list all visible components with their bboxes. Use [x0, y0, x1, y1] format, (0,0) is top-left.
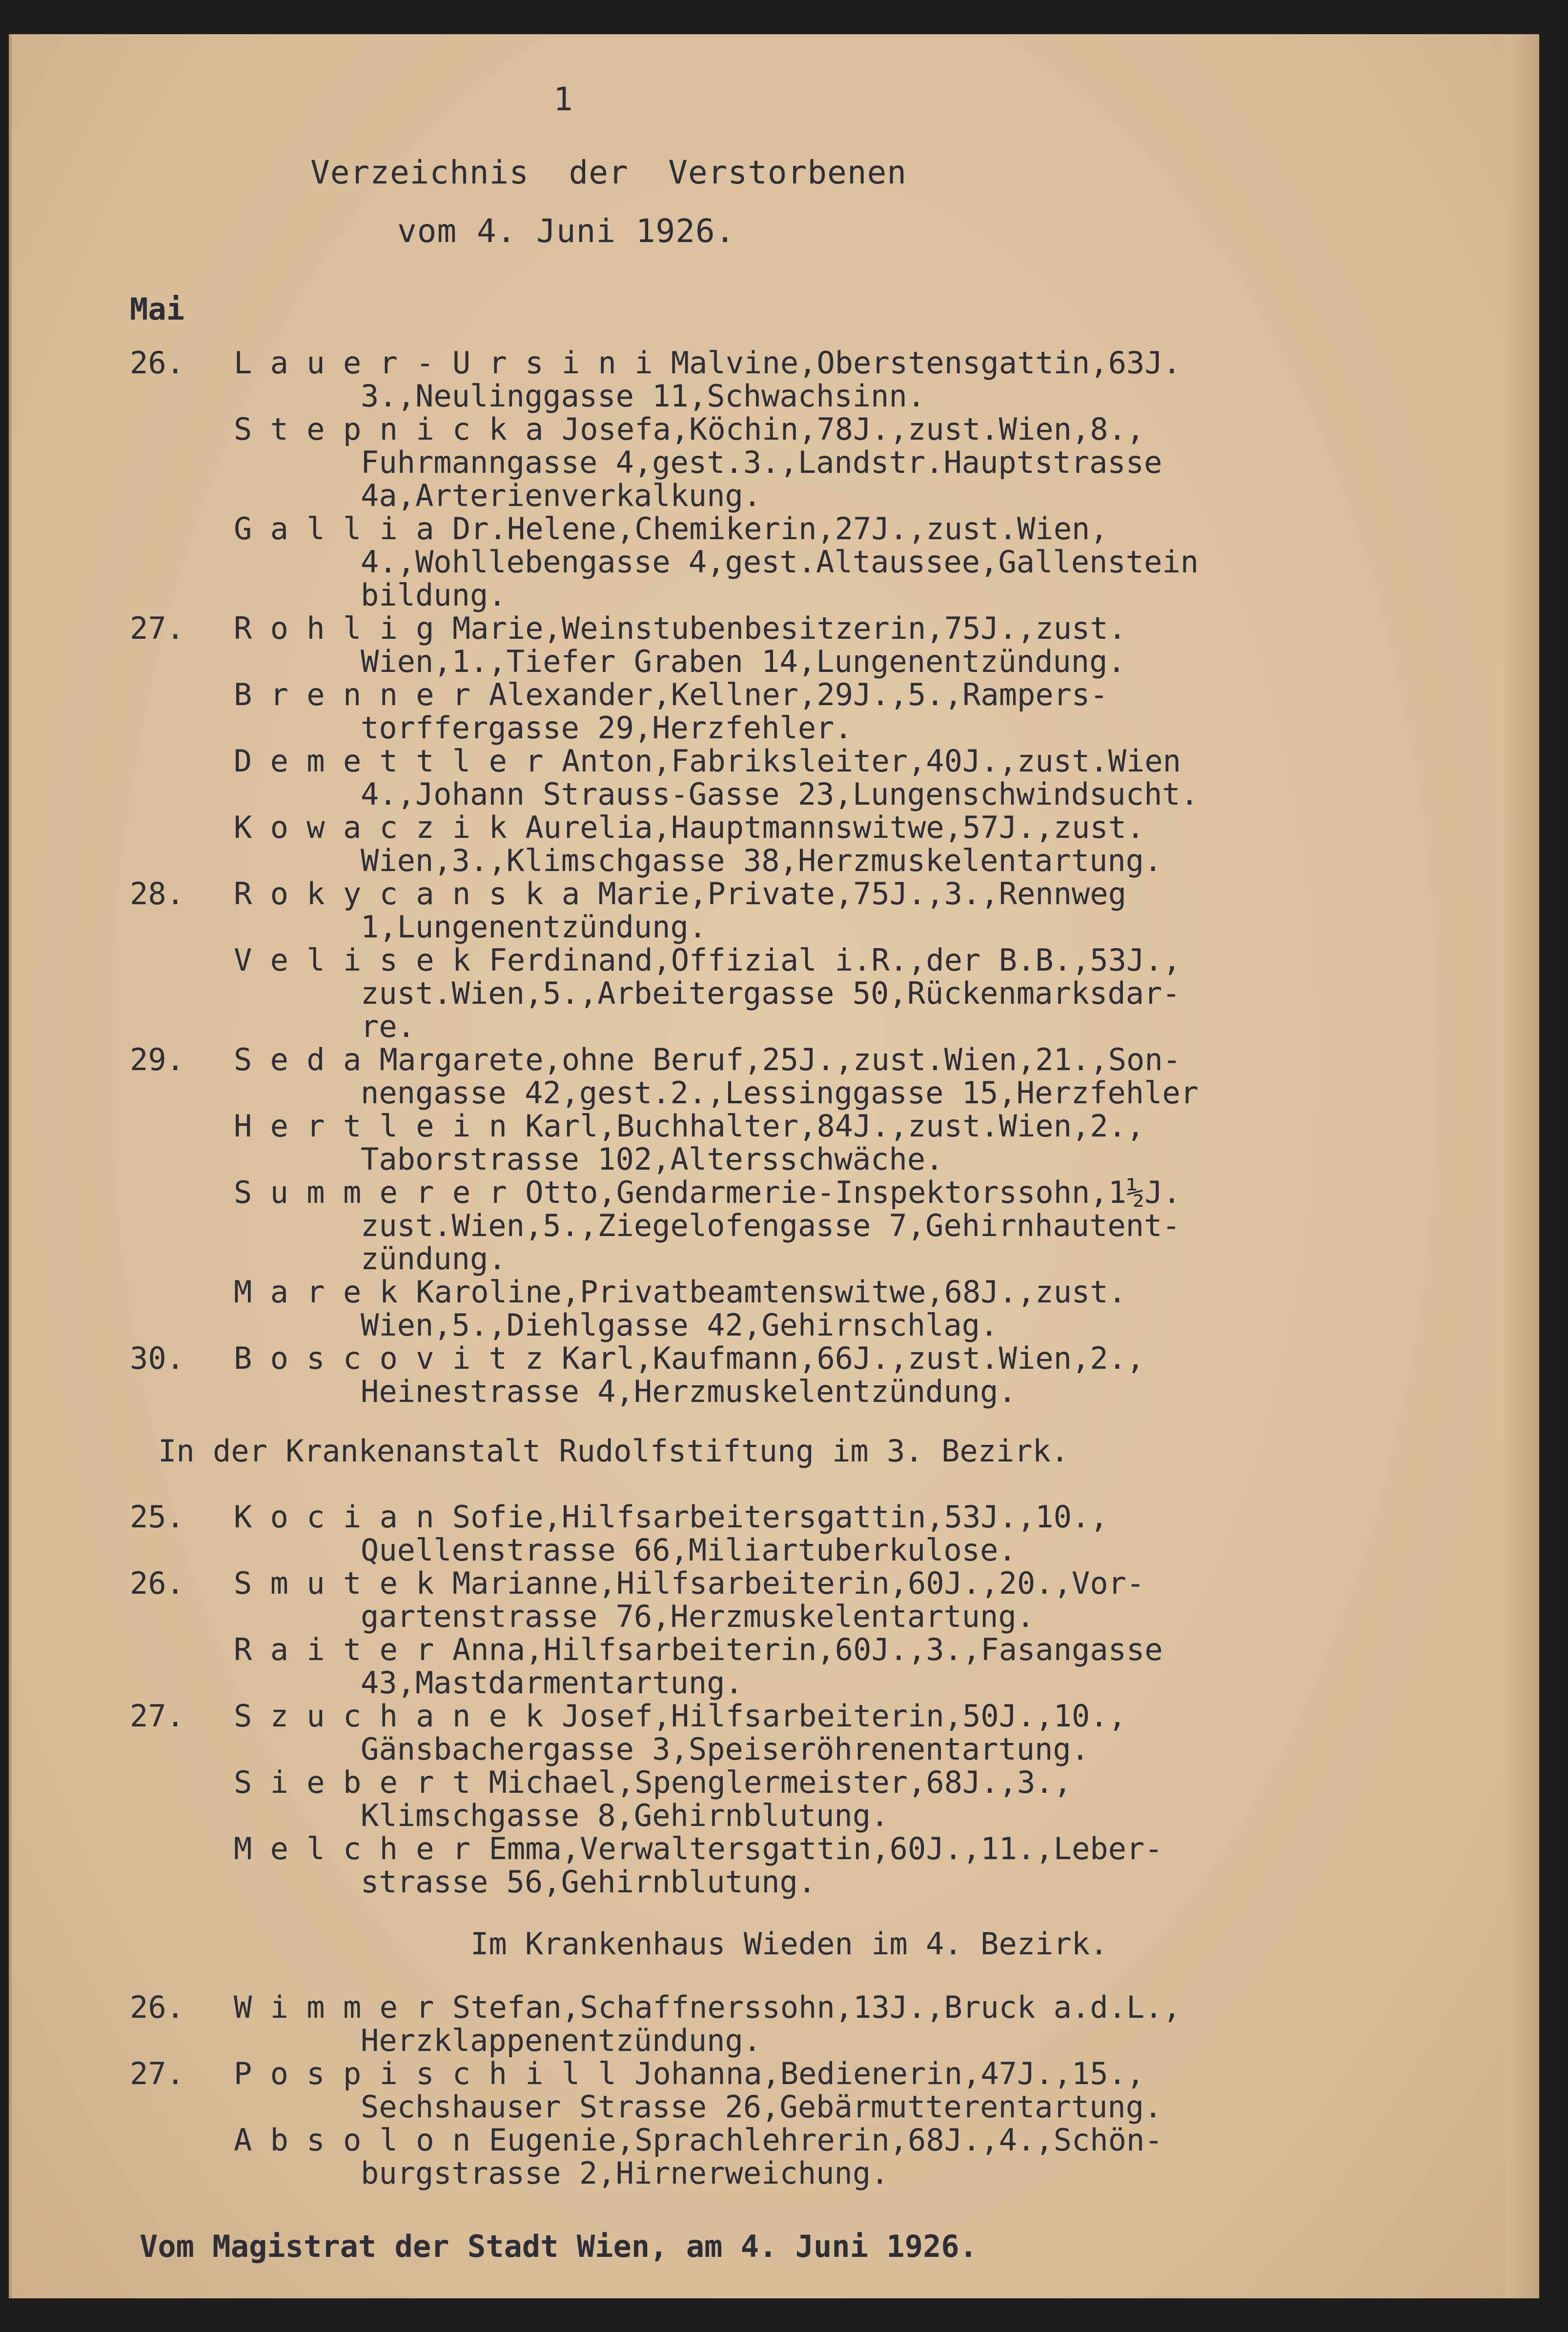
entry-name-line: M e l c h e r Emma,Verwaltersgattin,60J.,11.,Leber- — [234, 1831, 1163, 1866]
typewritten-document — [12, 34, 1539, 2298]
section-heading-wieden: Im Krankenhaus Wieden im 4. Bezirk. — [470, 1926, 1108, 1962]
entry-continuation-line: 3.,Neulinggasse 11,Schwachsinn. — [361, 378, 926, 414]
entry-continuation-line: Sechshauser Strasse 26,Gebärmutterentartung. — [361, 2089, 1162, 2125]
entry-name-line: G a l l i a Dr.Helene,Chemikerin,27J.,zust.Wien, — [234, 511, 1108, 547]
entry-continuation-line: Wien,5.,Diehlgasse 42,Gehirnschlag. — [361, 1307, 998, 1343]
entry-name-line: B r e n n e r Alexander,Kellner,29J.,5.,Rampers- — [234, 677, 1108, 712]
entry-continuation-line: Wien,1.,Tiefer Graben 14,Lungenentzündung. — [361, 644, 1126, 679]
entry-date: 30. — [130, 1340, 184, 1376]
entry-name-line: R o h l i g Marie,Weinstubenbesitzerin,75J.,zust. — [234, 610, 1127, 646]
entry-continuation-line: strasse 56,Gehirnblutung. — [361, 1864, 816, 1900]
entry-continuation-line: Quellenstrasse 66,Miliartuberkulose. — [361, 1532, 1017, 1568]
entry-name-line: V e l i s e k Ferdinand,Offizial i.R.,der B.B.,53J., — [234, 942, 1181, 978]
entry-date: 26. — [130, 345, 184, 381]
entry-continuation-line: 43,Mastdarmentartung. — [361, 1665, 743, 1701]
entry-name-line: S t e p n i c k a Josefa,Köchin,78J.,zust.Wien,8., — [234, 411, 1145, 447]
entry-name-line: S e d a Margarete,ohne Beruf,25J.,zust.Wien,21.,Son- — [234, 1042, 1181, 1077]
entry-name-line: L a u e r - U r s i n i Malvine,Oberstensgattin,63J. — [234, 345, 1181, 381]
entry-name-line: R o k y c a n s k a Marie,Private,75J.,3.,Rennweg — [234, 876, 1127, 912]
entry-name-line: A b s o l o n Eugenie,Sprachlehrerin,68J.,4.,Schön- — [234, 2122, 1163, 2158]
entry-date: 25. — [130, 1499, 184, 1535]
entry-continuation-line: Fuhrmanngasse 4,gest.3.,Landstr.Hauptstrasse — [361, 445, 1162, 480]
entry-date: 26. — [130, 1989, 184, 2025]
entry-date: 29. — [130, 1042, 184, 1077]
entry-name-line: P o s p i s c h i l l Johanna,Bedienerin,47J.,15., — [234, 2056, 1145, 2091]
entry-continuation-line: Klimschgasse 8,Gehirnblutung. — [361, 1798, 889, 1833]
entry-date: 28. — [130, 876, 184, 912]
entry-name-line: B o s c o v i t z Karl,Kaufmann,66J.,zust.Wien,2., — [234, 1340, 1145, 1376]
document-page — [9, 34, 1539, 2298]
entry-name-line: W i m m e r Stefan,Schaffnerssohn,13J.,Bruck a.d.L., — [234, 1989, 1181, 2025]
entry-continuation-line: 4.,Wohllebengasse 4,gest.Altaussee,Gallenstein — [361, 544, 1199, 580]
entry-continuation-line: Heinestrasse 4,Herzmuskelentzündung. — [361, 1374, 1017, 1409]
entry-continuation-line: 4a,Arterienverkalkung. — [361, 478, 762, 513]
month-label: Mai — [130, 291, 184, 327]
page-number: 1 — [553, 81, 573, 118]
entry-continuation-line: burgstrasse 2,Hirnerweichung. — [361, 2155, 889, 2191]
entry-name-line: R a i t e r Anna,Hilfsarbeiterin,60J.,3.,Fasangasse — [234, 1632, 1163, 1667]
entry-continuation-line: re. — [361, 1009, 415, 1044]
entry-date: 27. — [130, 2056, 184, 2091]
entry-name-line: S u m m e r e r Otto,Gendarmerie-Inspektorssohn,1½J. — [234, 1175, 1181, 1210]
section-heading-rudolfstiftung: In der Krankenanstalt Rudolfstiftung im 3. Bezirk. — [158, 1433, 1069, 1469]
entry-continuation-line: Gänsbachergasse 3,Speiseröhrenentartung. — [361, 1731, 1090, 1767]
entry-name-line: S z u c h a n e k Josef,Hilfsarbeiterin,50J.,10., — [234, 1698, 1127, 1734]
entry-continuation-line: Herzklappenentzündung. — [361, 2023, 762, 2058]
entry-name-line: K o w a c z i k Aurelia,Hauptmannswitwe,57J.,zust. — [234, 810, 1145, 845]
entry-continuation-line: gartenstrasse 76,Herzmuskelentartung. — [361, 1599, 1035, 1634]
entry-continuation-line: 4.,Johann Strauss-Gasse 23,Lungenschwindsucht. — [361, 776, 1199, 812]
entry-name-line: S i e b e r t Michael,Spenglermeister,68J.,3., — [234, 1764, 1072, 1800]
entry-continuation-line: Wien,3.,Klimschgasse 38,Herzmuskelentartung. — [361, 843, 1162, 878]
entry-continuation-line: nengasse 42,gest.2.,Lessinggasse 15,Herzfehler — [361, 1075, 1199, 1111]
entry-continuation-line: zust.Wien,5.,Ziegelofengasse 7,Gehirnhautent- — [361, 1208, 1181, 1243]
entry-date: 27. — [130, 610, 184, 646]
entry-name-line: H e r t l e i n Karl,Buchhalter,84J.,zust.Wien,2., — [234, 1108, 1145, 1144]
entry-date: 27. — [130, 1698, 184, 1734]
document-footer: Vom Magistrat der Stadt Wien, am 4. Juni 1926. — [140, 2229, 978, 2264]
entry-name-line: D e m e t t l e r Anton,Fabriksleiter,40J.,zust.Wien — [234, 743, 1181, 779]
entry-continuation-line: zündung. — [361, 1241, 507, 1277]
entry-continuation-line: 1,Lungenentzündung. — [361, 909, 707, 945]
entry-name-line: S m u t e k Marianne,Hilfsarbeiterin,60J.,20.,Vor- — [234, 1565, 1145, 1601]
entry-name-line: M a r e k Karoline,Privatbeamtenswitwe,68J.,zust. — [234, 1274, 1127, 1310]
entry-continuation-line: Taborstrasse 102,Altersschwäche. — [361, 1141, 944, 1177]
entry-continuation-line: zust.Wien,5.,Arbeitergasse 50,Rückenmarksdar- — [361, 975, 1181, 1011]
document-title: Verzeichnis der Verstorbenen — [310, 154, 907, 191]
entry-continuation-line: bildung. — [361, 577, 507, 613]
entry-date: 26. — [130, 1565, 184, 1601]
entry-continuation-line: torffergasse 29,Herzfehler. — [361, 710, 853, 746]
entry-name-line: K o c i a n Sofie,Hilfsarbeitersgattin,53J.,10., — [234, 1499, 1108, 1535]
document-date-line: vom 4. Juni 1926. — [397, 212, 735, 250]
